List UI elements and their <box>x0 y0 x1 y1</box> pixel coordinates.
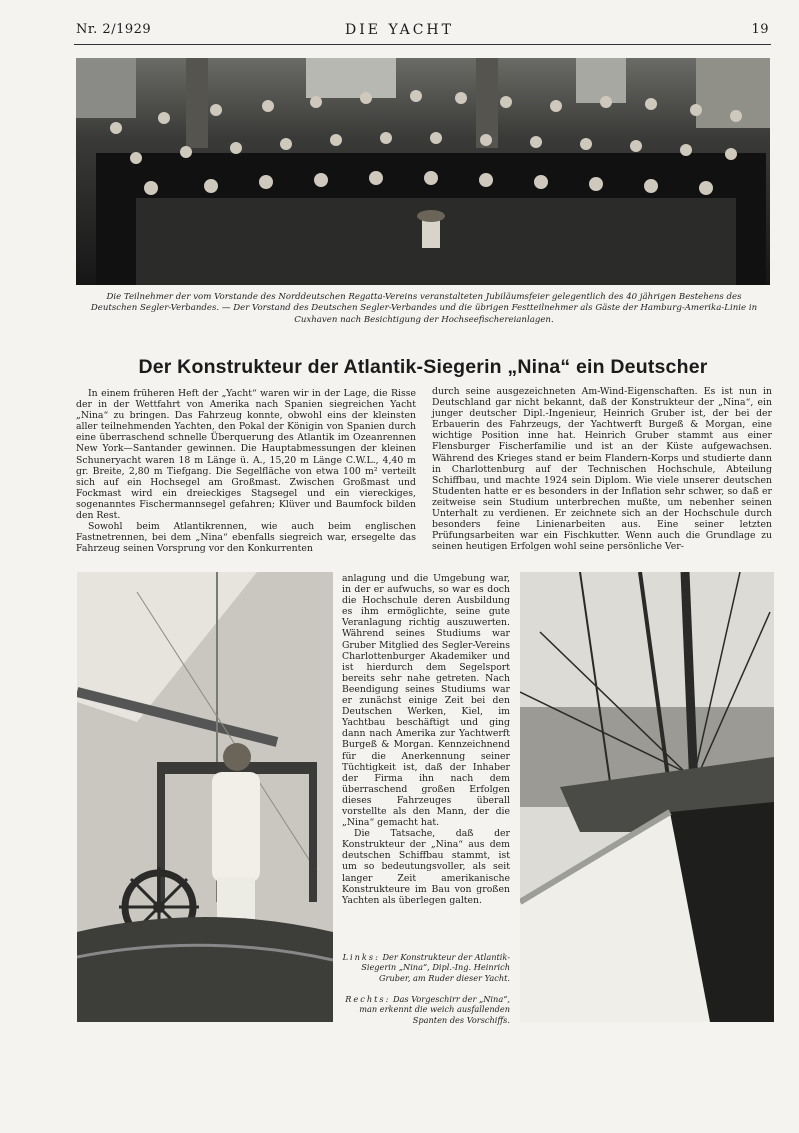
issue-number: Nr. 2/1929 <box>76 22 152 37</box>
group-photo-caption: Die Teilnehmer der vom Vorstande des Norddeutschen Regatta-Vereins veranstalteten Jubiläumsfeier gelegentlich des 40 jährigen Bestehens des Deutschen Segler-Verbandes. — Der Vorstand des Deutschen Segler-Verbandes und die übrigen Festteilnehmer als Gäste der Hamburg-Amerika-Linie in Cuxhaven nach Besichtigung der Hochseefischereianlagen. <box>90 292 758 325</box>
helmsman-photo <box>77 572 333 1022</box>
article-column-left <box>76 388 416 554</box>
header-rule <box>74 44 771 45</box>
article-paragraph: Die Tatsache, daß der Konstrukteur der „Nina“ aus dem deutschen Schiffbau stammt, ist um so bedeutungsvoller, als seit langer Zeit amerikanische Konstrukteure im Bau von großen Yachten als überlegen galten. <box>342 828 510 906</box>
article-paragraph: In einem früheren Heft der „Yacht“ waren wir in der Lage, die Risse der in der Wettfahrt von Amerika nach Spanien siegreichen Yacht „Nina“ zu bringen. Das Fahrzeug konnte, obwohl eins der kleinsten aller teilnehmenden Yachten, den Pokal der Königin von Spanien durch eine überraschend schnelle Überquerung des Atlantik im Ozeanrennen New York—Santander gewinnen. Die Hauptabmessungen der kleinen Schuneryacht waren 18 m Länge ü. A., 15,20 m Länge C.W.L., 4,40 m gr. Breite, 2,80 m Tiefgang. Die Segelfläche von etwa 100 m² verteilt sich auf ein Hochsegel am Großmast. Zwischen Großmast und Fockmast wird ein dreieckiges Stagsegel und ein viereckiges, sogenanntes Fischermannsegel gefahren; Klüver und Baumfock bilden den Rest. <box>76 388 416 522</box>
helmsman-photo-caption <box>338 952 510 983</box>
article-column-right <box>432 386 772 552</box>
magazine-title: DIE YACHT <box>345 22 454 38</box>
article-headline: Der Konstrukteur der Atlantik-Siegerin „Nina“ ein Deutscher <box>138 356 708 378</box>
page-number: 19 <box>751 22 769 37</box>
foredeck-photo-caption <box>338 994 510 1025</box>
article-column-middle <box>342 573 510 906</box>
article-paragraph: Sowohl beim Atlantikrennen, wie auch beim englischen Fastnetrennen, bei dem „Nina“ ebenfalls siegreich war, ersegelte das Fahrzeug seinen Vorsprung vor den Konkurrenten <box>76 521 416 555</box>
foredeck-photo <box>520 572 774 1022</box>
caption-text: Das Vorgeschirr der „Nina“, man erkennt die weich ausfallenden Spanten des Vorschiffs. <box>359 994 510 1025</box>
caption-lead: Rechts: <box>345 994 391 1004</box>
group-photo <box>76 58 770 285</box>
article-paragraph: anlagung und die Umgebung war, in der er aufwuchs, so war es doch die Hochschule deren Ausbildung es ihm ermöglichte, seine gute Veranlagung richtig auszuwerten. Während seines Studiums war Gruber Mitglied des Segler-Vereins Charlottenburger Akademiker und ist hierdurch dem Segelsport bereits sehr nahe getreten. Nach Beendigung seines Studiums war er zunächst einige Zeit bei den Deutschen Werken, Kiel, im Yachtbau beschäftigt und ging dann nach Amerika zur Yachtwerft Burgeß & Morgan. Kennzeichnend für die Anerkennung seiner Tüchtigkeit ist, daß der Inhaber der Firma ihn nach dem überraschend großen Erfolgen dieses Fahrzeuges überall vorstellte als den Mann, der die „Nina“ gemacht hat. <box>342 573 510 829</box>
caption-lead: Links: <box>342 952 380 962</box>
caption-text: Der Konstrukteur der Atlantik-Siegerin „Nina“, Dipl.-Ing. Heinrich Gruber, am Ruder dieser Yacht. <box>361 952 510 983</box>
article-paragraph: durch seine ausgezeichneten Am-Wind-Eigenschaften. Es ist nun in Deutschland gar nicht bekannt, daß der Konstrukteur der „Nina“, ein junger deutscher Dipl.-Ingenieur, Heinrich Gruber ist, der bei der Erbauerin des Fahrzeugs, der Yachtwerft Burgeß & Morgan, eine wichtige Position inne hat. Heinrich Gruber stammt aus einer Flensburger Fischerfamilie und ist an der Küste aufgewachsen. Während des Krieges stand er beim Flandern-Korps und studierte dann in Charlottenburg auf der Technischen Hochschule, Abteilung Schiffbau, und machte 1924 sein Diplom. Wie viele unserer deutschen Studenten hatte er es besonders in der Inflation sehr schwer, so daß er zeitweise sein Studium unterbrechen mußte, um nebenher seinen Unterhalt zu verdienen. Er zeichnete sich an der Hochschule durch besonders feine Linienarbeiten aus. Eine seiner letzten Prüfungsarbeiten war ein Fischkutter. Wenn auch die Grundlage zu seinen heutigen Erfolgen wohl seine persönliche Ver- <box>432 386 772 553</box>
